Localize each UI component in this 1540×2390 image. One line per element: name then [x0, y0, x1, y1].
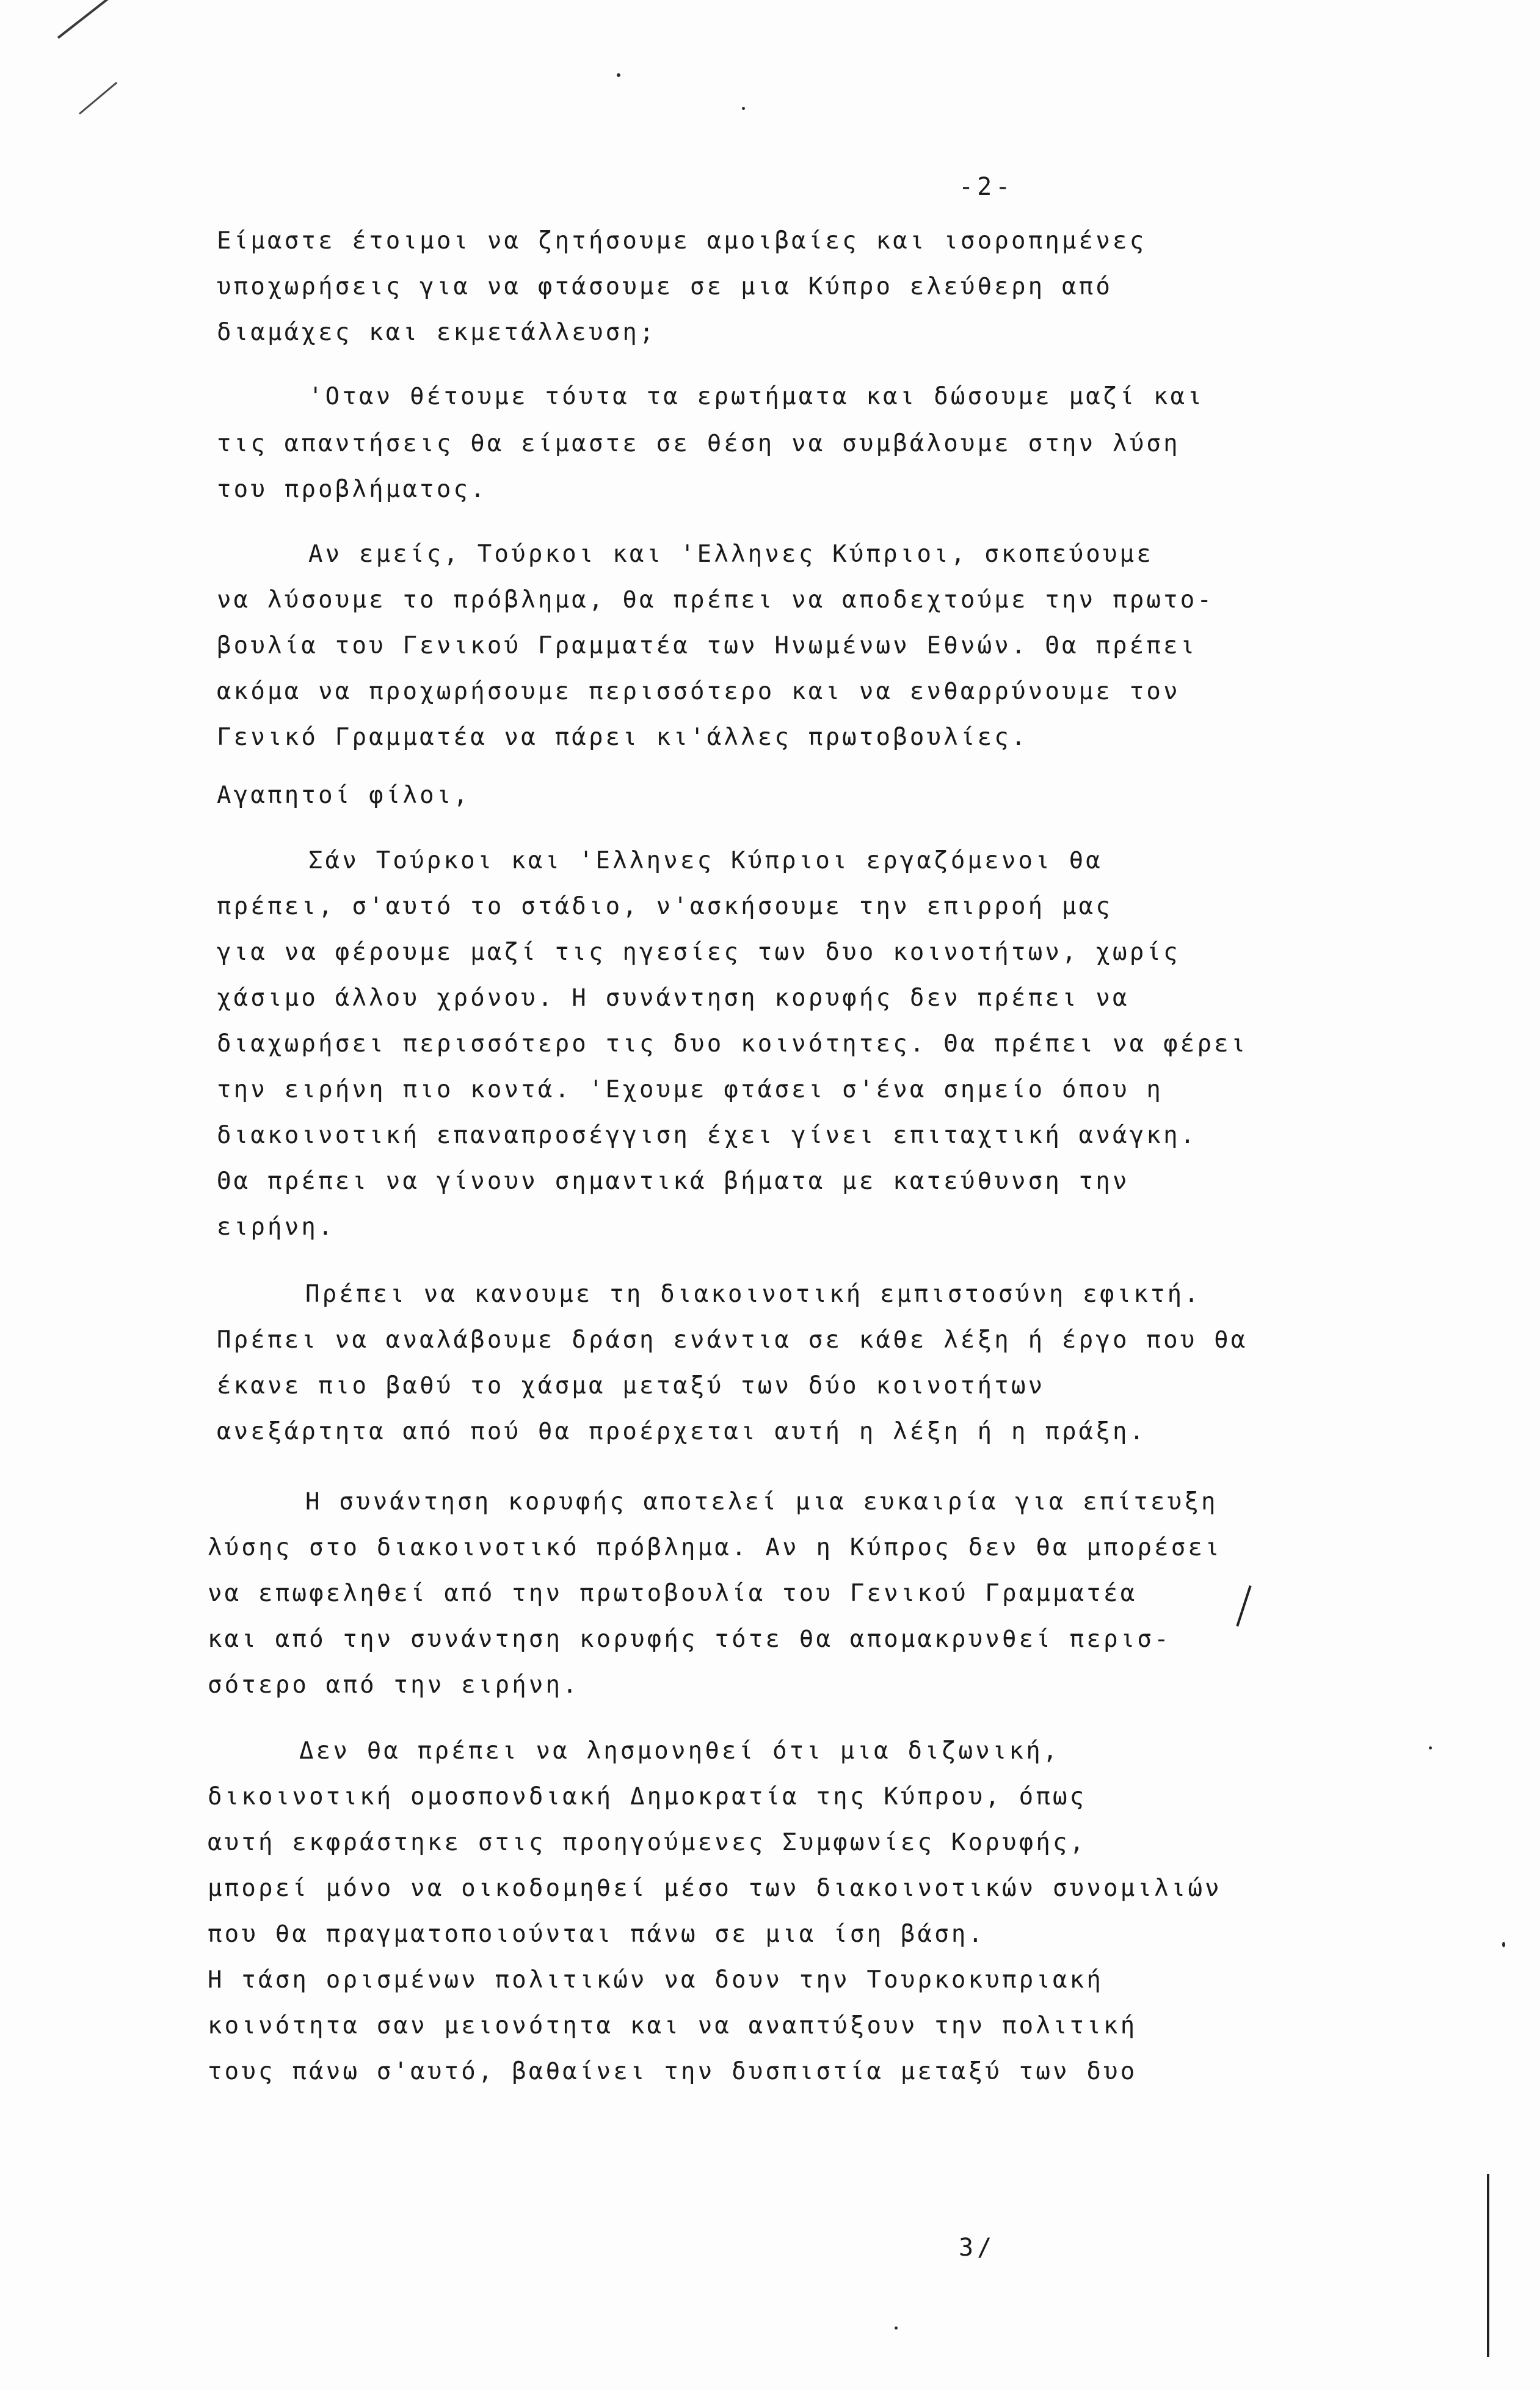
text-line: και από την συνάντηση κορυφής τότε θα απομακρυνθεί περισ- [208, 1625, 1171, 1653]
text-line: διακοινοτική επαναπροσέγγιση έχει γίνει επιταχτική ανάγκη. [217, 1122, 1197, 1149]
text-line: Είμαστε έτοιμοι να ζητήσουμε αμοιβαίες και ισοροπημένες [217, 227, 1147, 255]
speck [895, 2326, 898, 2330]
text-line: πρέπει, σ'αυτό το στάδιο, ν'ασκήσουμε την επιρροή μας [217, 893, 1113, 920]
speck [742, 107, 745, 110]
text-line: υποχωρήσεις για να φτάσουμε σε μια Κύπρο ελεύθερη από [217, 273, 1113, 300]
text-line: για να φέρουμε μαζί τις ηγεσίες των δυο κοινοτήτων, χωρίς [217, 939, 1180, 966]
text-line: έκανε πιο βαθύ το χάσμα μεταξύ των δύο κοινοτήτων [217, 1372, 1045, 1400]
text-line: ειρήνη. [217, 1213, 335, 1241]
text-line: αυτή εκφράστηκε στις προηγούμενες Συμφωνίες Κορυφής, [208, 1829, 1087, 1856]
text-line: μπορεί μόνο να οικοδομηθεί μέσο των διακοινοτικών συνομιλιών [208, 1875, 1222, 1902]
text-line: χάσιμο άλλου χρόνου. Η συνάντηση κορυφής δεν πρέπει να [217, 984, 1130, 1012]
text-line: Αν εμείς, Τούρκοι και 'Ελληνες Κύπριοι, σκοπεύουμε [308, 540, 1153, 568]
text-line: διαμάχες και εκμετάλλευση; [217, 319, 656, 346]
speck [1429, 1746, 1432, 1749]
text-line: λύσης στο διακοινοτικό πρόβλημα. Αν η Κύπρος δεν θα μπορέσει [208, 1534, 1222, 1561]
text-line: Η συνάντηση κορυφής αποτελεί μια ευκαιρία για επίτευξη [305, 1488, 1218, 1516]
page-number: -2- [959, 173, 1014, 201]
text-line: δικοινοτική ομοσπονδιακή Δημοκρατία της Κύπρου, όπως [208, 1783, 1087, 1811]
text-line: Γενικό Γραμματέα να πάρει κι'άλλες πρωτοβουλίες. [217, 724, 1028, 751]
text-line: να λύσουμε το πρόβλημα, θα πρέπει να αποδεχτούμε την πρωτο- [217, 586, 1215, 614]
text-line: τις απαντήσεις θα είμαστε σε θέση να συμβάλουμε στην λύση [217, 430, 1180, 457]
text-line: που θα πραγματοποιούνται πάνω σε μια ίση βάση. [208, 1920, 986, 1948]
next-page-marker: 3/ [959, 2234, 996, 2262]
speck [617, 73, 620, 77]
text-line: διαχωρήσει περισσότερο τις δυο κοινότητες. Θα πρέπει να φέρει [217, 1030, 1248, 1058]
text-line: 'Οταν θέτουμε τόυτα τα ερωτήματα και δώσουμε μαζί και [308, 383, 1205, 410]
text-line: Σάν Τούρκοι και 'Ελληνες Κύπριοι εργαζόμενοι θα [308, 847, 1103, 874]
text-line: ακόμα να προχωρήσουμε περισσότερο και να ενθαρρύνουμε τον [217, 678, 1180, 705]
corner-pen-mark [57, 0, 198, 39]
margin-line-mark [1487, 2174, 1489, 2357]
text-line: την ειρήνη πιο κοντά. 'Εχουμε φτάσει σ'ένα σημείο όπου η [217, 1076, 1164, 1103]
text-line: κοινότητα σαν μειονότητα και να αναπτύξουν την πολιτική [208, 2012, 1138, 2039]
text-line: Πρέπει να κανουμε τη διακοινοτική εμπιστοσύνη εφικτή. [305, 1280, 1202, 1308]
speck [1502, 1942, 1505, 1947]
corner-pen-mark-small [79, 82, 117, 115]
text-line: Δεν θα πρέπει να λησμονηθεί ότι μια διζωνική, [299, 1737, 1060, 1765]
text-line: Πρέπει να αναλάβουμε δράση ενάντια σε κάθε λέξη ή έργο που θα [217, 1326, 1248, 1354]
text-line: ανεξάρτητα από πού θα προέρχεται αυτή η λέξη ή η πράξη. [217, 1418, 1147, 1445]
text-line: σότερο από την ειρήνη. [208, 1671, 579, 1699]
text-line: να επωφεληθεί από την πρωτοβουλία του Γενικού Γραμματέα [208, 1580, 1138, 1607]
text-line: Η τάση ορισμένων πολιτικών να δουν την Τουρκοκυπριακή [208, 1966, 1104, 1994]
salutation: Αγαπητοί φίλοι, [217, 782, 471, 809]
text-line: τους πάνω σ'αυτό, βαθαίνει την δυσπιστία μεταξύ των δυο [208, 2058, 1138, 2085]
text-line: Θα πρέπει να γίνουν σημαντικά βήματα με κατεύθυνση την [217, 1168, 1130, 1195]
handwritten-slash-mark [1236, 1585, 1251, 1627]
text-line: βουλία του Γενικού Γραμματέα των Ηνωμένων Εθνών. Θα πρέπει [217, 632, 1197, 659]
text-line: του προβλήματος. [217, 476, 487, 503]
